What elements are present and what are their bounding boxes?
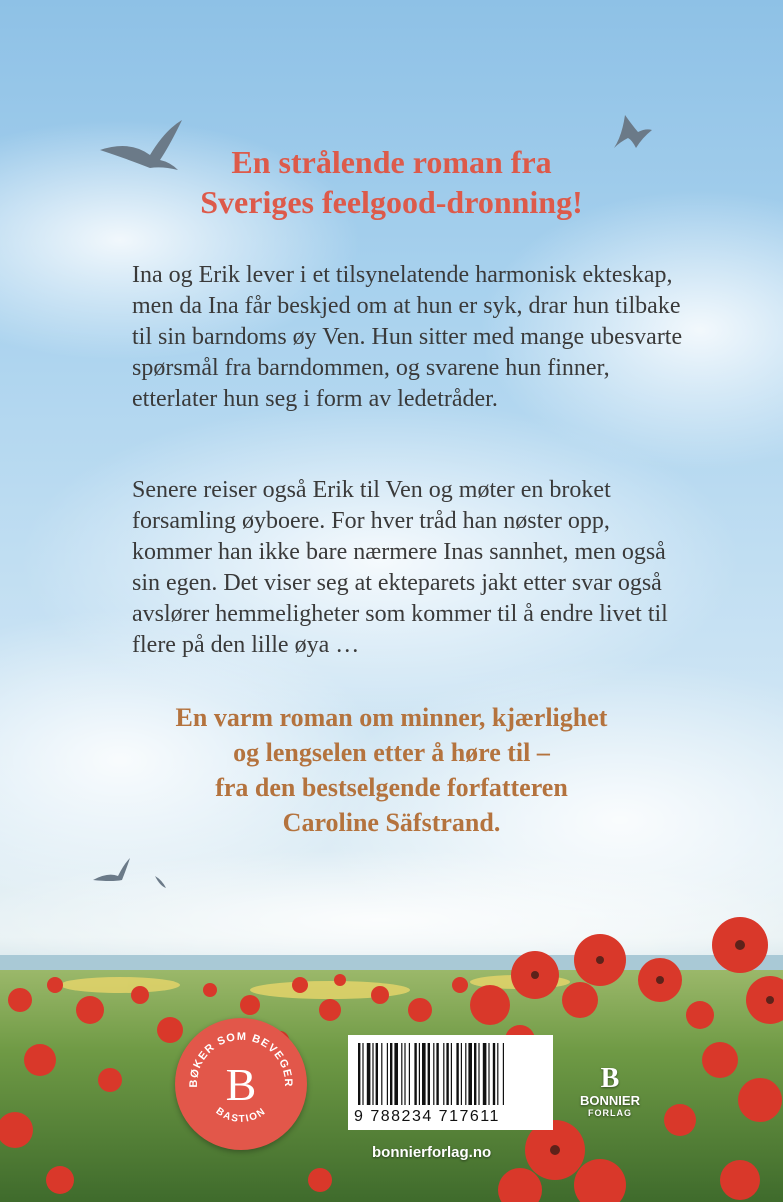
barcode-bar (372, 1043, 373, 1105)
blurb-paragraph-2: Senere reiser også Erik til Ven og møter en broket forsamling øyboere. For hver tråd han nøster opp, kommer han ikke bare nærmere Inas sannhet, men også sin egen. Det viser seg at ekteparets jakt etter svar også avslører hemmeligheter som kommer til å endre livet til flere på den lille øya … (132, 477, 668, 658)
barcode-bar (414, 1043, 416, 1105)
barcode-bar (367, 1043, 371, 1105)
tagline (0, 142, 783, 222)
blurb-paragraph-1: Ina og Erik lever i et tilsynelatende harmonisk ekteskap, men da Ina får beskjed om at hun er syk, drar hun tilbake til sin barndoms øy Ven. Hun sitter med mange ubesvarte spørsmål fra barndommen, og svarene hun finner, etterlater hun seg i form av ledetråder. (132, 262, 683, 412)
barcode-bar (503, 1043, 504, 1105)
isbn-barcode (348, 1035, 553, 1130)
barcode-bar (409, 1043, 410, 1105)
barcode-bar (456, 1043, 458, 1105)
badge-bottom-text: BASTION (213, 1105, 269, 1125)
barcode-bar (381, 1043, 382, 1105)
closing-line: Caroline Säfstrand. (282, 808, 501, 837)
barcode-bar (394, 1043, 398, 1105)
tagline-line: Sveriges feelgood-dronning! (200, 184, 583, 220)
barcode-bar (401, 1043, 402, 1105)
barcode-bar (446, 1043, 448, 1105)
closing-line: fra den bestselgende forfatteren (215, 773, 568, 802)
barcode-bar (443, 1043, 444, 1105)
barcode-bar (483, 1043, 487, 1105)
barcode-bar (422, 1043, 426, 1105)
badge-letter: B (225, 1059, 257, 1110)
closing-line: En varm roman om minner, kjærlighet (175, 703, 608, 732)
barcode-bar (474, 1043, 476, 1105)
barcode-bar (436, 1043, 438, 1105)
publisher-logo-icon: B (600, 1063, 620, 1094)
publisher-sub: FORLAG (588, 1108, 632, 1118)
barcode-bar (390, 1043, 392, 1105)
barcode-bar (376, 1043, 378, 1105)
publisher-url[interactable]: bonnierforlag.no (372, 1144, 492, 1161)
barcode-bar (387, 1043, 388, 1105)
barcode-bar (461, 1043, 462, 1105)
barcode-bars (358, 1043, 543, 1105)
barcode-bar (493, 1043, 495, 1105)
badge-graphic (175, 1018, 307, 1150)
barcode-bar (358, 1043, 360, 1105)
barcode-bar (404, 1043, 405, 1105)
bastion-badge (175, 1018, 307, 1150)
barcode-bar (433, 1043, 434, 1105)
publisher-name: BONNIER (580, 1093, 640, 1108)
barcode-bar (497, 1043, 498, 1105)
publisher-logo (570, 1065, 650, 1118)
barcode-bar (488, 1043, 489, 1105)
isbn-digits: 9 788234 717611 (354, 1108, 500, 1125)
barcode-bar (419, 1043, 420, 1105)
barcode-bar (362, 1043, 363, 1105)
tagline-line: En strålende roman fra (231, 144, 552, 180)
barcode-bar (468, 1043, 472, 1105)
closing-line: og lengselen etter å høre til – (233, 738, 550, 767)
barcode-bar (451, 1043, 452, 1105)
badge-top-text: BØKER SOM BEVEGER (187, 1030, 295, 1088)
barcode-bar (478, 1043, 479, 1105)
barcode-bar (428, 1043, 430, 1105)
barcode-bar (465, 1043, 466, 1105)
closing-statement (0, 700, 783, 840)
